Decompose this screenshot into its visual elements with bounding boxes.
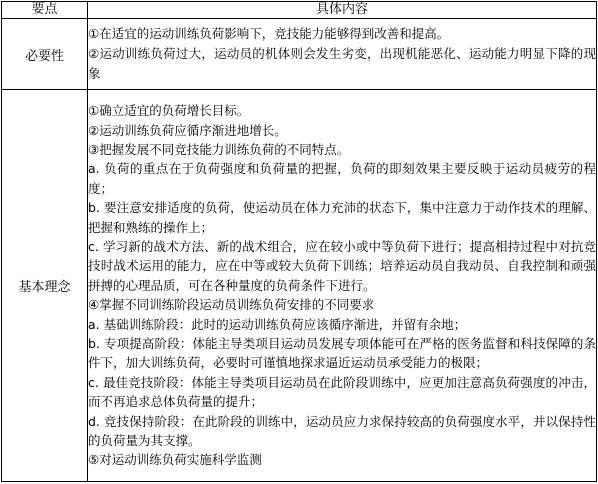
- content-line: ④掌握不同训练阶段运动员训练负荷安排的不同要求: [88, 297, 375, 313]
- content-line: ②运动训练负荷应循序渐进地增长。: [88, 122, 287, 138]
- table-row: [2, 90, 597, 482]
- row-content-cell: [88, 19, 597, 90]
- content-line: ③把握发展不同竞技能力训练负荷的不同特点。: [88, 141, 350, 157]
- content-line: a. 负荷的重点在于负荷强度和负荷量的把握，负荷的即刻效果主要反映于运动员疲劳的程度；: [88, 161, 596, 196]
- content-line: c. 学习新的战术方法、新的战术组合，应在较小或中等负荷下进行；提高相持过程中对抗竞技时战术运用的能力，应在中等或较大负荷下训练；培养运动员自我动员、自我控制和顽强拼搏的心理品质，可在各种量度的负荷条件下进行。: [88, 238, 596, 293]
- table-header-row: [2, 2, 597, 19]
- header-cell-content: 具体内容: [88, 2, 597, 19]
- content-line: d. 竞技保持阶段：在此阶段的训练中，运动员应力求保持较高的负荷强度水平，并以保持性的负荷量为其支撑。: [88, 413, 596, 449]
- content-line: b. 要注意安排适度的负荷，使运动员在体力充沛的状态下，集中注意力于动作技术的理解、把握和熟练的操作上；: [88, 200, 596, 235]
- content-line: ②运动训练负荷过大，运动员的机体则会发生劣变，出现机能恶化、运动能力明显下降的现象: [88, 46, 596, 81]
- content-line: ⑤对运动训练负荷实施科学监测: [88, 452, 262, 468]
- content-line: ①确立适宜的负荷增长目标。: [88, 103, 250, 119]
- header-cell-key: 要点: [2, 2, 88, 19]
- table-row: [2, 19, 597, 90]
- content-line: ①在适宜的运动训练负荷影响下，竞技能力能够得到改善和提高。: [88, 26, 450, 41]
- content-line: a. 基础训练阶段：此时的运动训练负荷应该循序渐进，并留有余地；: [88, 316, 467, 332]
- row-key-cell: 基本理念: [2, 90, 88, 482]
- content-line: b. 专项提高阶段：体能主导类项目运动员发展专项体能可在严格的医务监督和科技保障的条件下，加大训练负荷，必要时可谨慎地探求逼近运动员承受能力的极限；: [88, 336, 596, 371]
- row-content-cell: [88, 90, 597, 482]
- content-table: [1, 1, 597, 482]
- row-key-cell: 必要性: [2, 19, 88, 90]
- content-line: c. 最佳竞技阶段：体能主导类项目运动员在此阶段训练中，应更加注意高负荷强度的冲击，而不再追求总体负荷量的提升；: [88, 374, 596, 410]
